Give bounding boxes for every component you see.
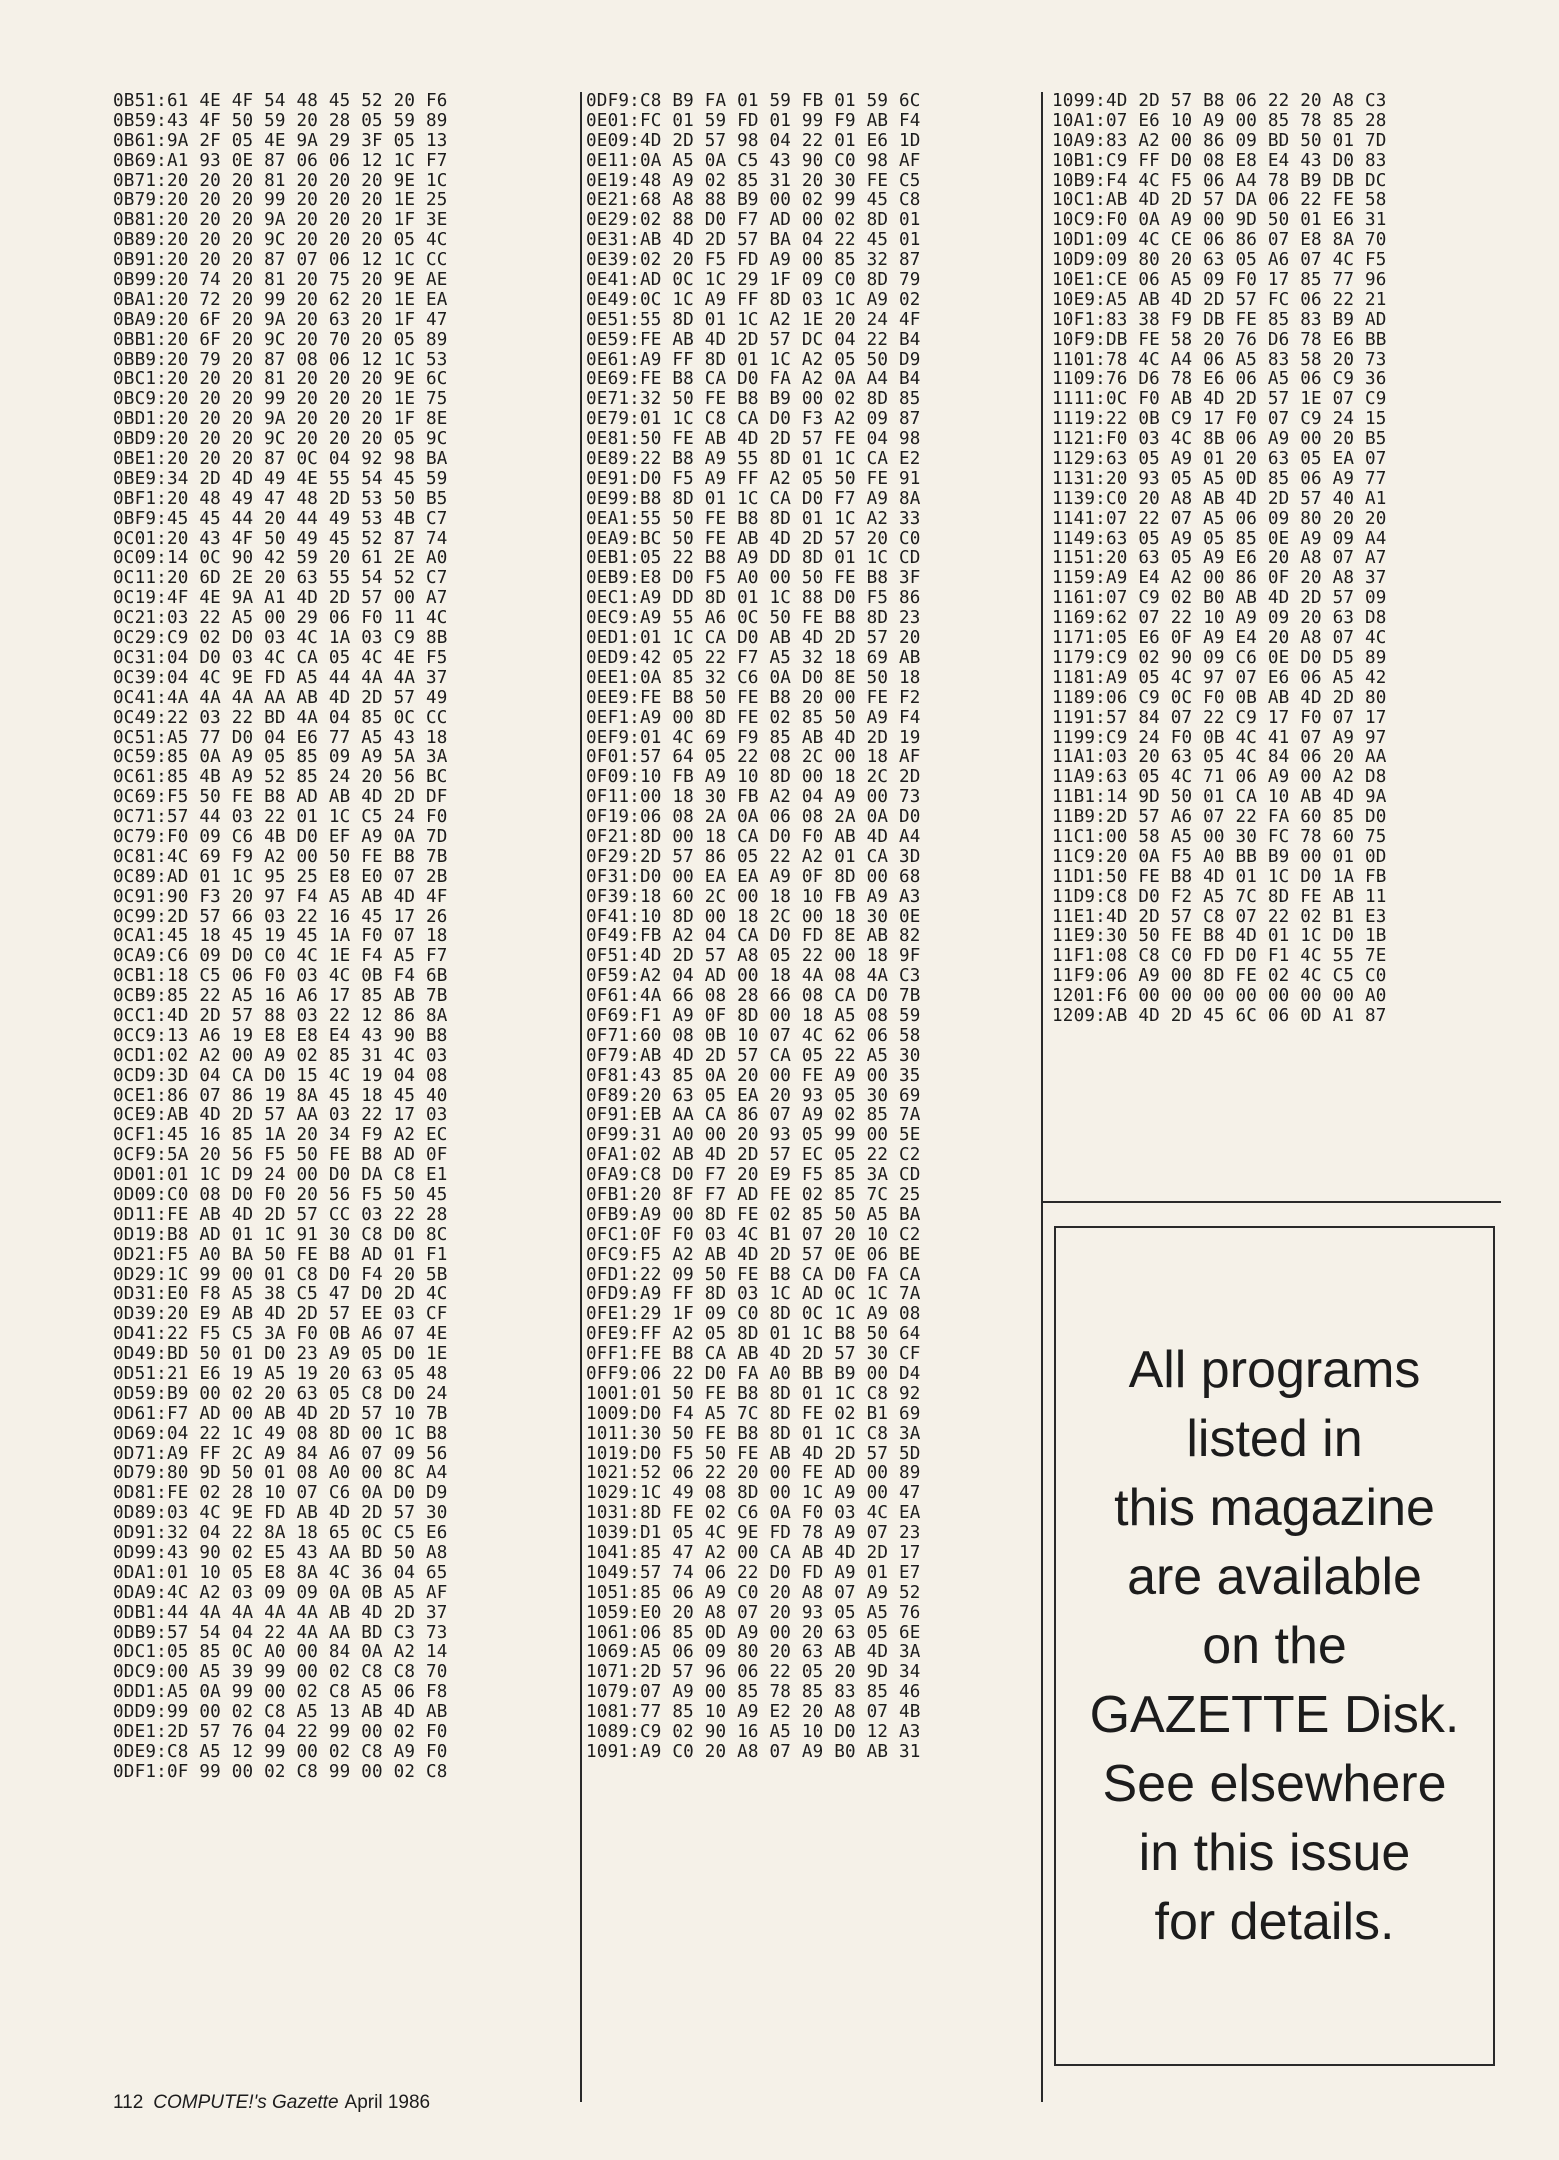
listing-line: 0F09:10 FB A9 10 8D 00 18 2C 2D [586, 767, 921, 788]
listing-line: 0F79:AB 4D 2D 57 CA 05 22 A5 30 [586, 1045, 921, 1066]
listing-line: 0EE9:FE B8 50 FE B8 20 00 FE F2 [586, 687, 921, 708]
listing-line: 0D61:F7 AD 00 AB 4D 2D 57 10 7B [113, 1403, 448, 1424]
listing-line: 1011:30 50 FE B8 8D 01 1C C8 3A [586, 1423, 921, 1444]
listing-line: 11F9:06 A9 00 8D FE 02 4C C5 C0 [1052, 966, 1387, 987]
listing-line: 0B89:20 20 20 9C 20 20 20 05 4C [113, 230, 448, 251]
listing-line: 0CA1:45 18 45 19 45 1A F0 07 18 [113, 926, 448, 947]
listing-line: 1149:63 05 A9 05 85 0E A9 09 A4 [1052, 528, 1387, 549]
listing-line: 0C79:F0 09 C6 4B D0 EF A9 0A 7D [113, 826, 448, 847]
listing-line: 0BD9:20 20 20 9C 20 20 20 05 9C [113, 429, 448, 450]
page-number: 112 [113, 2092, 144, 2113]
listing-line: 0DE9:C8 A5 12 99 00 02 C8 A9 F0 [113, 1741, 448, 1762]
listing-line: 0F99:31 A0 00 20 93 05 99 00 5E [586, 1125, 921, 1146]
listing-line: 0CC1:4D 2D 57 88 03 22 12 86 8A [113, 1005, 448, 1026]
listing-line: 1141:07 22 07 A5 06 09 80 20 20 [1052, 508, 1387, 529]
listing-line: 0FA9:C8 D0 F7 20 E9 F5 85 3A CD [586, 1165, 921, 1186]
listing-line: 1121:F0 03 4C 8B 06 A9 00 20 B5 [1052, 429, 1387, 450]
listing-line: 0DF1:0F 99 00 02 C8 99 00 02 C8 [113, 1761, 448, 1782]
listing-line: 0BF1:20 48 49 47 48 2D 53 50 B5 [113, 488, 448, 509]
listing-line: 0C21:03 22 A5 00 29 06 F0 11 4C [113, 608, 448, 629]
listing-line: 1019:D0 F5 50 FE AB 4D 2D 57 5D [586, 1443, 921, 1464]
listing-line: 1161:07 C9 02 B0 AB 4D 2D 57 09 [1052, 588, 1387, 609]
listing-line: 1159:A9 E4 A2 00 86 0F 20 A8 37 [1052, 568, 1387, 589]
listing-line: 10C1:AB 4D 2D 57 DA 06 22 FE 58 [1052, 190, 1387, 211]
listing-line: 0FC9:F5 A2 AB 4D 2D 57 0E 06 BE [586, 1244, 921, 1265]
listing-line: 0EC9:A9 55 A6 0C 50 FE B8 8D 23 [586, 608, 921, 629]
listing-line: 0D81:FE 02 28 10 07 C6 0A D0 D9 [113, 1483, 448, 1504]
listing-line: 11C1:00 58 A5 00 30 FC 78 60 75 [1052, 826, 1387, 847]
listing-line: 0D29:1C 99 00 01 C8 D0 F4 20 5B [113, 1264, 448, 1285]
listing-line: 0C01:20 43 4F 50 49 45 52 87 74 [113, 528, 448, 549]
listing-line: 1151:20 63 05 A9 E6 20 A8 07 A7 [1052, 548, 1387, 569]
listing-line: 0EF1:A9 00 8D FE 02 85 50 A9 F4 [586, 707, 921, 728]
listing-column-2 [586, 92, 921, 1763]
listing-line: 0CD1:02 A2 00 A9 02 85 31 4C 03 [113, 1045, 448, 1066]
listing-line: 0F11:00 18 30 FB A2 04 A9 00 73 [586, 787, 921, 808]
listing-line: 0F39:18 60 2C 00 18 10 FB A9 A3 [586, 886, 921, 907]
listing-line: 1209:AB 4D 2D 45 6C 06 0D A1 87 [1052, 1005, 1387, 1026]
notice-line: listed in [1186, 1409, 1363, 1468]
listing-line: 0E39:02 20 F5 FD A9 00 85 32 87 [586, 250, 921, 271]
listing-line: 0DA1:01 10 05 E8 8A 4C 36 04 65 [113, 1562, 448, 1583]
listing-line: 0EA1:55 50 FE B8 8D 01 1C A2 33 [586, 508, 921, 529]
notice-line: on the [1202, 1616, 1347, 1675]
listing-line: 1131:20 93 05 A5 0D 85 06 A9 77 [1052, 468, 1387, 489]
listing-line: 0CA9:C6 09 D0 C0 4C 1E F4 A5 F7 [113, 946, 448, 967]
listing-line: 0D19:B8 AD 01 1C 91 30 C8 D0 8C [113, 1224, 448, 1245]
listing-line: 0E81:50 FE AB 4D 2D 57 FE 04 98 [586, 429, 921, 450]
listing-line: 0EC1:A9 DD 8D 01 1C 88 D0 F5 86 [586, 588, 921, 609]
listing-line: 11D1:50 FE B8 4D 01 1C D0 1A FB [1052, 866, 1387, 887]
listing-line: 0EB1:05 22 B8 A9 DD 8D 01 1C CD [586, 548, 921, 569]
listing-line: 1101:78 4C A4 06 A5 83 58 20 73 [1052, 349, 1387, 370]
notice-line: See elsewhere [1102, 1754, 1447, 1813]
listing-line: 0DB9:57 54 04 22 4A AA BD C3 73 [113, 1622, 448, 1643]
listing-line: 0F29:2D 57 86 05 22 A2 01 CA 3D [586, 846, 921, 867]
listing-line: 0BC1:20 20 20 81 20 20 20 9E 6C [113, 369, 448, 390]
listing-line: 0BF9:45 45 44 20 44 49 53 4B C7 [113, 508, 448, 529]
listing-line: 0D09:C0 08 D0 F0 20 56 F5 50 45 [113, 1184, 448, 1205]
listing-line: 0C61:85 4B A9 52 85 24 20 56 BC [113, 767, 448, 788]
listing-line: 0F01:57 64 05 22 08 2C 00 18 AF [586, 747, 921, 768]
listing-line: 0BA1:20 72 20 99 20 62 20 1E EA [113, 289, 448, 310]
listing-line: 1091:A9 C0 20 A8 07 A9 B0 AB 31 [586, 1741, 921, 1762]
listing-line: 0D41:22 F5 C5 3A F0 0B A6 07 4E [113, 1324, 448, 1345]
listing-line: 0C89:AD 01 1C 95 25 E8 E0 07 2B [113, 866, 448, 887]
listing-line: 10D9:09 80 20 63 05 A6 07 4C F5 [1052, 250, 1387, 271]
listing-line: 0F31:D0 00 EA EA A9 0F 8D 00 68 [586, 866, 921, 887]
listing-line: 0D91:32 04 22 8A 18 65 0C C5 E6 [113, 1523, 448, 1544]
listing-line: 0CB9:85 22 A5 16 A6 17 85 AB 7B [113, 986, 448, 1007]
listing-line: 0B79:20 20 20 99 20 20 20 1E 25 [113, 190, 448, 211]
listing-line: 1199:C9 24 F0 0B 4C 41 07 A9 97 [1052, 727, 1387, 748]
listing-line: 0FE1:29 1F 09 C0 8D 0C 1C A9 08 [586, 1304, 921, 1325]
listing-line: 0E69:FE B8 CA D0 FA A2 0A A4 B4 [586, 369, 921, 390]
listing-line: 0F41:10 8D 00 18 2C 00 18 30 0E [586, 906, 921, 927]
listing-line: 0BE1:20 20 20 87 0C 04 92 98 BA [113, 449, 448, 470]
listing-line: 10E1:CE 06 A5 09 F0 17 85 77 96 [1052, 270, 1387, 291]
listing-line: 1059:E0 20 A8 07 20 93 05 A5 76 [586, 1602, 921, 1623]
listing-line: 0B59:43 4F 50 59 20 28 05 59 89 [113, 110, 448, 131]
listing-line: 0C09:14 0C 90 42 59 20 61 2E A0 [113, 548, 448, 569]
listing-line: 1001:01 50 FE B8 8D 01 1C C8 92 [586, 1383, 921, 1404]
listing-line: 0D51:21 E6 19 A5 19 20 63 05 48 [113, 1364, 448, 1384]
listing-line: 1081:77 85 10 A9 E2 20 A8 07 4B [586, 1702, 921, 1723]
listing-line: 0DD1:A5 0A 99 00 02 C8 A5 06 F8 [113, 1682, 448, 1703]
listing-line: 11C9:20 0A F5 A0 BB B9 00 01 0D [1052, 846, 1387, 867]
listing-line: 11B9:2D 57 A6 07 22 FA 60 85 D0 [1052, 807, 1387, 828]
listing-line: 0CD9:3D 04 CA D0 15 4C 19 04 08 [113, 1065, 448, 1086]
listing-line: 0F19:06 08 2A 0A 06 08 2A 0A D0 [586, 807, 921, 828]
listing-line: 0DA9:4C A2 03 09 09 0A 0B A5 AF [113, 1582, 448, 1603]
listing-line: 0E41:AD 0C 1C 29 1F 09 C0 8D 79 [586, 270, 921, 291]
listing-line: 0C31:04 D0 03 4C CA 05 4C 4E F5 [113, 647, 448, 668]
listing-line: 0E31:AB 4D 2D 57 BA 04 22 45 01 [586, 230, 921, 251]
listing-line: 0E91:D0 F5 A9 FF A2 05 50 FE 91 [586, 468, 921, 489]
listing-line: 1079:07 A9 00 85 78 85 83 85 46 [586, 1682, 921, 1703]
listing-line: 0F71:60 08 0B 10 07 4C 62 06 58 [586, 1025, 921, 1046]
listing-line: 0CC9:13 A6 19 E8 E8 E4 43 90 B8 [113, 1025, 448, 1046]
listing-line: 0E99:B8 8D 01 1C CA D0 F7 A9 8A [586, 488, 921, 509]
listing-line: 0E79:01 1C C8 CA D0 F3 A2 09 87 [586, 409, 921, 430]
listing-line: 0CE9:AB 4D 2D 57 AA 03 22 17 03 [113, 1105, 448, 1126]
listing-line: 0B81:20 20 20 9A 20 20 20 1F 3E [113, 210, 448, 231]
notice-line: for details. [1154, 1892, 1395, 1951]
listing-line: 0BB1:20 6F 20 9C 20 70 20 05 89 [113, 329, 448, 350]
listing-line: 11A9:63 05 4C 71 06 A9 00 A2 D8 [1052, 767, 1387, 788]
listing-line: 0D89:03 4C 9E FD AB 4D 2D 57 30 [113, 1503, 448, 1524]
listing-line: 0BC9:20 20 20 99 20 20 20 1E 75 [113, 389, 448, 410]
listing-line: 1179:C9 02 90 09 C6 0E D0 D5 89 [1052, 647, 1387, 668]
listing-line: 0B51:61 4E 4F 54 48 45 52 20 F6 [113, 91, 448, 111]
listing-line: 10B9:F4 4C F5 06 A4 78 B9 DB DC [1052, 170, 1387, 191]
listing-line: 1099:4D 2D 57 B8 06 22 20 A8 C3 [1052, 91, 1387, 111]
listing-line: 0ED1:01 1C CA D0 AB 4D 2D 57 20 [586, 628, 921, 649]
issue-date: April 1986 [344, 2092, 431, 2113]
listing-line: 0E01:FC 01 59 FD 01 99 F9 AB F4 [586, 110, 921, 131]
listing-line: 0CE1:86 07 86 19 8A 45 18 45 40 [113, 1085, 448, 1106]
notice-line: in this issue [1138, 1823, 1411, 1882]
listing-line: 1171:05 E6 0F A9 E4 20 A8 07 4C [1052, 628, 1387, 649]
listing-line: 0F61:4A 66 08 28 66 08 CA D0 7B [586, 986, 921, 1007]
listing-line: 0EA9:BC 50 FE AB 4D 2D 57 20 C0 [586, 528, 921, 549]
listing-line: 0DC9:00 A5 39 99 00 02 C8 C8 70 [113, 1662, 448, 1683]
notice-line: GAZETTE Disk. [1089, 1685, 1460, 1744]
listing-line: 0C59:85 0A A9 05 85 09 A9 5A 3A [113, 747, 448, 768]
listing-line: 0E49:0C 1C A9 FF 8D 03 1C A9 02 [586, 289, 921, 310]
listing-line: 1031:8D FE 02 C6 0A F0 03 4C EA [586, 1503, 921, 1524]
listing-line: 0D99:43 90 02 E5 43 AA BD 50 A8 [113, 1543, 448, 1564]
listing-end-rule [1041, 1201, 1501, 1203]
listing-line: 0D21:F5 A0 BA 50 FE B8 AD 01 F1 [113, 1244, 448, 1265]
listing-line: 1111:0C F0 AB 4D 2D 57 1E 07 C9 [1052, 389, 1387, 410]
listing-line: 1201:F6 00 00 00 00 00 00 00 A0 [1052, 986, 1387, 1007]
listing-line: 0BA9:20 6F 20 9A 20 63 20 1F 47 [113, 309, 448, 330]
listing-line: 0C99:2D 57 66 03 22 16 45 17 26 [113, 906, 448, 927]
listing-line: 0CB1:18 C5 06 F0 03 4C 0B F4 6B [113, 966, 448, 987]
listing-line: 10D1:09 4C CE 06 86 07 E8 8A 70 [1052, 230, 1387, 251]
listing-line: 11F1:08 C8 C0 FD D0 F1 4C 55 7E [1052, 946, 1387, 967]
listing-line: 11A1:03 20 63 05 4C 84 06 20 AA [1052, 747, 1387, 768]
listing-line: 0B61:9A 2F 05 4E 9A 29 3F 05 13 [113, 130, 448, 151]
listing-line: 0CF1:45 16 85 1A 20 34 F9 A2 EC [113, 1125, 448, 1146]
listing-line: 0DF9:C8 B9 FA 01 59 FB 01 59 6C [586, 91, 921, 111]
column-rule-right [1041, 92, 1043, 2102]
listing-line: 0E09:4D 2D 57 98 04 22 01 E6 1D [586, 130, 921, 151]
listing-line: 0B69:A1 93 0E 87 06 06 12 1C F7 [113, 150, 448, 171]
listing-column-1 [113, 92, 448, 1783]
listing-line: 0D31:E0 F8 A5 38 C5 47 D0 2D 4C [113, 1284, 448, 1305]
listing-line: 11D9:C8 D0 F2 A5 7C 8D FE AB 11 [1052, 886, 1387, 907]
listing-line: 0ED9:42 05 22 F7 A5 32 18 69 AB [586, 647, 921, 668]
listing-line: 1181:A9 05 4C 97 07 E6 06 A5 42 [1052, 667, 1387, 688]
listing-line: 0FC1:0F F0 03 4C B1 07 20 10 C2 [586, 1224, 921, 1245]
listing-line: 0C51:A5 77 D0 04 E6 77 A5 43 18 [113, 727, 448, 748]
listing-line: 0DE1:2D 57 76 04 22 99 00 02 F0 [113, 1722, 448, 1743]
magazine-name: COMPUTE!'s Gazette [153, 2092, 339, 2113]
listing-line: 0FA1:02 AB 4D 2D 57 EC 05 22 C2 [586, 1145, 921, 1166]
listing-line: 0D71:A9 FF 2C A9 84 A6 07 09 56 [113, 1443, 448, 1464]
listing-line: 0F81:43 85 0A 20 00 FE A9 00 35 [586, 1065, 921, 1086]
listing-line: 1041:85 47 A2 00 CA AB 4D 2D 17 [586, 1543, 921, 1564]
page-footer [113, 2092, 430, 2114]
listing-line: 1089:C9 02 90 16 A5 10 D0 12 A3 [586, 1722, 921, 1743]
listing-line: 0C39:04 4C 9E FD A5 44 4A 4A 37 [113, 667, 448, 688]
listing-line: 0C91:90 F3 20 97 F4 A5 AB 4D 4F [113, 886, 448, 907]
listing-line: 1169:62 07 22 10 A9 09 20 63 D8 [1052, 608, 1387, 629]
listing-line: 1189:06 C9 0C F0 0B AB 4D 2D 80 [1052, 687, 1387, 708]
listing-line: 1009:D0 F4 A5 7C 8D FE 02 B1 69 [586, 1403, 921, 1424]
listing-line: 1071:2D 57 96 06 22 05 20 9D 34 [586, 1662, 921, 1683]
listing-line: 1021:52 06 22 20 00 FE AD 00 89 [586, 1463, 921, 1484]
listing-line: 0FD9:A9 FF 8D 03 1C AD 0C 1C 7A [586, 1284, 921, 1305]
listing-line: 10E9:A5 AB 4D 2D 57 FC 06 22 21 [1052, 289, 1387, 310]
listing-line: 1051:85 06 A9 C0 20 A8 07 A9 52 [586, 1582, 921, 1603]
listing-line: 1049:57 74 06 22 D0 FD A9 01 E7 [586, 1562, 921, 1583]
listing-line: 0D01:01 1C D9 24 00 D0 DA C8 E1 [113, 1165, 448, 1186]
listing-line: 0D69:04 22 1C 49 08 8D 00 1C B8 [113, 1423, 448, 1444]
listing-line: 0C29:C9 02 D0 03 4C 1A 03 C9 8B [113, 628, 448, 649]
listing-line: 0E51:55 8D 01 1C A2 1E 20 24 4F [586, 309, 921, 330]
listing-line: 0D11:FE AB 4D 2D 57 CC 03 22 28 [113, 1204, 448, 1225]
listing-line: 1029:1C 49 08 8D 00 1C A9 00 47 [586, 1483, 921, 1504]
listing-line: 0C11:20 6D 2E 20 63 55 54 52 C7 [113, 568, 448, 589]
listing-line: 0B91:20 20 20 87 07 06 12 1C CC [113, 250, 448, 271]
column-rule-left [580, 92, 582, 2102]
listing-line: 0BE9:34 2D 4D 49 4E 55 54 45 59 [113, 468, 448, 489]
listing-line: 0E29:02 88 D0 F7 AD 00 02 8D 01 [586, 210, 921, 231]
listing-line: 0E21:68 A8 88 B9 00 02 99 45 C8 [586, 190, 921, 211]
listing-line: 0E89:22 B8 A9 55 8D 01 1C CA E2 [586, 449, 921, 470]
listing-line: 10F9:DB FE 58 20 76 D6 78 E6 BB [1052, 329, 1387, 350]
listing-line: 0D39:20 E9 AB 4D 2D 57 EE 03 CF [113, 1304, 448, 1325]
listing-line: 0DC1:05 85 0C A0 00 84 0A A2 14 [113, 1642, 448, 1663]
listing-line: 0EF9:01 4C 69 F9 85 AB 4D 2D 19 [586, 727, 921, 748]
listing-line: 1039:D1 05 4C 9E FD 78 A9 07 23 [586, 1523, 921, 1544]
listing-line: 0BB9:20 79 20 87 08 06 12 1C 53 [113, 349, 448, 370]
listing-line: 0F49:FB A2 04 CA D0 FD 8E AB 82 [586, 926, 921, 947]
listing-line: 1069:A5 06 09 80 20 63 AB 4D 3A [586, 1642, 921, 1663]
listing-line: 0F91:EB AA CA 86 07 A9 02 85 7A [586, 1105, 921, 1126]
listing-line: 11E9:30 50 FE B8 4D 01 1C D0 1B [1052, 926, 1387, 947]
listing-line: 0E61:A9 FF 8D 01 1C A2 05 50 D9 [586, 349, 921, 370]
listing-line: 1191:57 84 07 22 C9 17 F0 07 17 [1052, 707, 1387, 728]
listing-line: 0F69:F1 A9 0F 8D 00 18 A5 08 59 [586, 1005, 921, 1026]
listing-line: 1139:C0 20 A8 AB 4D 2D 57 40 A1 [1052, 488, 1387, 509]
listing-line: 0DB1:44 4A 4A 4A 4A AB 4D 2D 37 [113, 1602, 448, 1623]
listing-line: 1109:76 D6 78 E6 06 A5 06 C9 36 [1052, 369, 1387, 390]
listing-line: 0E19:48 A9 02 85 31 20 30 FE C5 [586, 170, 921, 191]
listing-line: 0F89:20 63 05 EA 20 93 05 30 69 [586, 1085, 921, 1106]
disk-availability-notice [1054, 1226, 1495, 2066]
listing-line: 0C69:F5 50 FE B8 AD AB 4D 2D DF [113, 787, 448, 808]
listing-line: 0FE9:FF A2 05 8D 01 1C B8 50 64 [586, 1324, 921, 1345]
listing-line: 0C19:4F 4E 9A A1 4D 2D 57 00 A7 [113, 588, 448, 609]
listing-line: 0F51:4D 2D 57 A8 05 22 00 18 9F [586, 946, 921, 967]
listing-line: 11E1:4D 2D 57 C8 07 22 02 B1 E3 [1052, 906, 1387, 927]
listing-line: 0B71:20 20 20 81 20 20 20 9E 1C [113, 170, 448, 191]
listing-line: 0FF9:06 22 D0 FA A0 BB B9 00 D4 [586, 1364, 921, 1384]
listing-line: 0C81:4C 69 F9 A2 00 50 FE B8 7B [113, 846, 448, 867]
listing-line: 0EB9:E8 D0 F5 A0 00 50 FE B8 3F [586, 568, 921, 589]
listing-line: 10A9:83 A2 00 86 09 BD 50 01 7D [1052, 130, 1387, 151]
listing-line: 0DD9:99 00 02 C8 A5 13 AB 4D AB [113, 1702, 448, 1723]
listing-line: 0D49:BD 50 01 D0 23 A9 05 D0 1E [113, 1344, 448, 1365]
listing-line: 0B99:20 74 20 81 20 75 20 9E AE [113, 270, 448, 291]
listing-line: 0C49:22 03 22 BD 4A 04 85 0C CC [113, 707, 448, 728]
listing-line: 0F21:8D 00 18 CA D0 F0 AB 4D A4 [586, 826, 921, 847]
listing-line: 0D79:80 9D 50 01 08 A0 00 8C A4 [113, 1463, 448, 1484]
listing-line: 0BD1:20 20 20 9A 20 20 20 1F 8E [113, 409, 448, 430]
listing-line: 0FD1:22 09 50 FE B8 CA D0 FA CA [586, 1264, 921, 1285]
listing-line: 10F1:83 38 F9 DB FE 85 83 B9 AD [1052, 309, 1387, 330]
listing-line: 10C9:F0 0A A9 00 9D 50 01 E6 31 [1052, 210, 1387, 231]
listing-line: 1119:22 0B C9 17 F0 07 C9 24 15 [1052, 409, 1387, 430]
listing-line: 0E71:32 50 FE B8 B9 00 02 8D 85 [586, 389, 921, 410]
notice-line: are available [1127, 1547, 1422, 1606]
listing-line: 1129:63 05 A9 01 20 63 05 EA 07 [1052, 449, 1387, 470]
listing-line: 0C71:57 44 03 22 01 1C C5 24 F0 [113, 807, 448, 828]
listing-line: 0C41:4A 4A 4A AA AB 4D 2D 57 49 [113, 687, 448, 708]
listing-line: 0D59:B9 00 02 20 63 05 C8 D0 24 [113, 1383, 448, 1404]
listing-line: 0FB1:20 8F F7 AD FE 02 85 7C 25 [586, 1184, 921, 1205]
listing-line: 0CF9:5A 20 56 F5 50 FE B8 AD 0F [113, 1145, 448, 1166]
listing-line: 0E11:0A A5 0A C5 43 90 C0 98 AF [586, 150, 921, 171]
listing-line: 0EE1:0A 85 32 C6 0A D0 8E 50 18 [586, 667, 921, 688]
listing-line: 10B1:C9 FF D0 08 E8 E4 43 D0 83 [1052, 150, 1387, 171]
listing-line: 0FB9:A9 00 8D FE 02 85 50 A5 BA [586, 1204, 921, 1225]
listing-line: 10A1:07 E6 10 A9 00 85 78 85 28 [1052, 110, 1387, 131]
notice-line: this magazine [1114, 1478, 1435, 1537]
listing-line: 0F59:A2 04 AD 00 18 4A 08 4A C3 [586, 966, 921, 987]
listing-column-3 [1052, 92, 1387, 1027]
listing-line: 1061:06 85 0D A9 00 20 63 05 6E [586, 1622, 921, 1643]
listing-line: 11B1:14 9D 50 01 CA 10 AB 4D 9A [1052, 787, 1387, 808]
listing-line: 0FF1:FE B8 CA AB 4D 2D 57 30 CF [586, 1344, 921, 1365]
listing-line: 0E59:FE AB 4D 2D 57 DC 04 22 B4 [586, 329, 921, 350]
notice-line: All programs [1128, 1340, 1421, 1399]
